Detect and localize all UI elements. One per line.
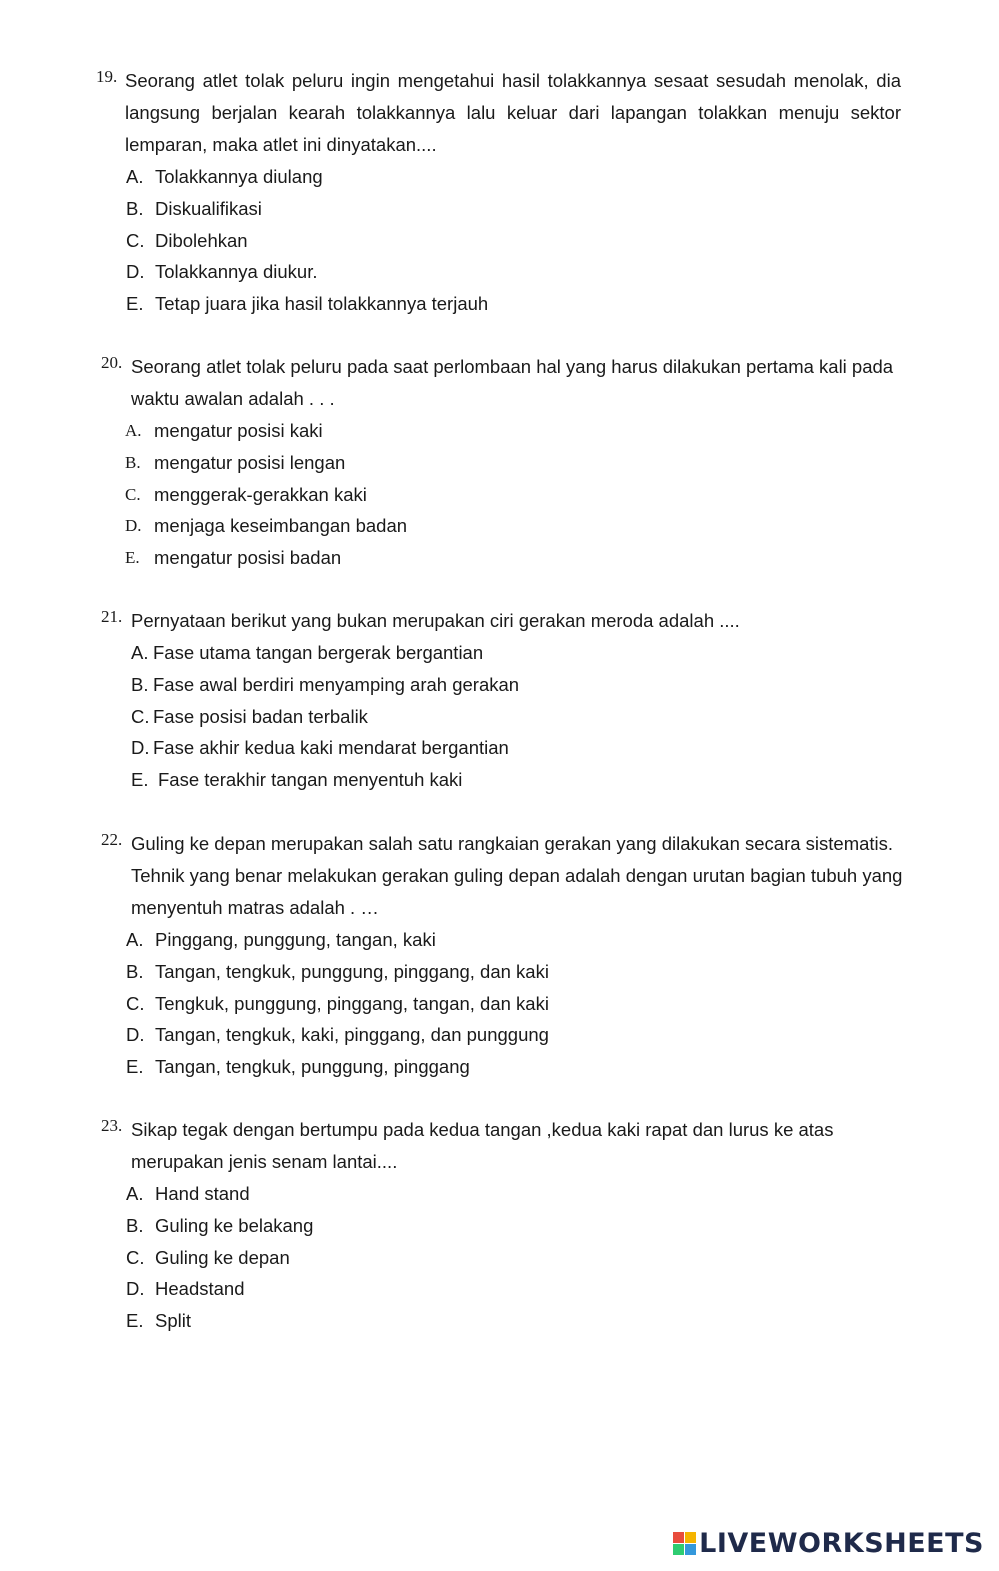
option-text: Fase awal berdiri menyamping arah gerakan — [153, 673, 520, 695]
option-d[interactable] — [0, 732, 999, 764]
option-text: Split — [155, 1310, 191, 1332]
option-list — [0, 415, 999, 574]
option-letter: D. — [126, 261, 145, 283]
question-22 — [0, 828, 999, 1083]
question-text: Seorang atlet tolak peluru ingin mengetahui hasil tolakkannya sesaat sesudah menolak, dia langsung berjalan kearah tolakkannya lalu keluar dari lapangan tolakkan menuju sektor lemparan, maka atlet ini dinyatakan.... — [125, 70, 901, 155]
question-number: 20. — [101, 353, 123, 372]
logo-text: LIVEWORKSHEETS — [699, 1527, 984, 1559]
option-letter: E. — [131, 769, 149, 791]
option-text: Diskualifikasi — [155, 197, 262, 219]
option-text: Guling ke depan — [155, 1246, 290, 1268]
question-header — [0, 605, 999, 637]
option-b[interactable] — [0, 956, 999, 988]
option-text: Tangan, tengkuk, punggung, pinggang, dan kaki — [155, 960, 549, 982]
option-a[interactable] — [0, 161, 999, 193]
option-d[interactable] — [0, 510, 999, 542]
question-text: Guling ke depan merupakan salah satu rangkaian gerakan yang dilakukan secara sistematis. Tehnik yang benar melakukan gerakan guling depan adalah dengan urutan bagian tubuh yang menyentuh matras adalah . … — [131, 833, 903, 918]
option-text: Fase posisi badan terbalik — [153, 705, 368, 727]
option-c[interactable] — [0, 225, 999, 257]
question-header — [0, 65, 999, 161]
option-text: Fase utama tangan bergerak bergantian — [153, 642, 484, 663]
option-letter: E. — [126, 1310, 144, 1332]
option-text: menjaga keseimbangan badan — [154, 515, 408, 537]
option-text: mengatur posisi badan — [154, 547, 342, 569]
option-text: Tengkuk, punggung, pinggang, tangan, dan kaki — [155, 992, 549, 1014]
option-text: Fase terakhir tangan menyentuh kaki — [158, 769, 463, 791]
option-b[interactable] — [0, 447, 999, 479]
option-a[interactable] — [0, 924, 999, 956]
option-text: menggerak-gerakkan kaki — [154, 483, 367, 505]
option-letter: C. — [131, 705, 150, 727]
option-d[interactable] — [0, 1273, 999, 1305]
option-letter: D. — [125, 516, 142, 536]
question-number: 23. — [101, 1116, 123, 1135]
option-letter: D. — [131, 737, 150, 759]
question-number: 19. — [96, 67, 118, 86]
option-letter: A. — [131, 642, 149, 663]
option-list — [0, 1178, 999, 1337]
question-text: Pernyataan berikut yang bukan merupakan ciri gerakan meroda adalah .... — [131, 610, 740, 631]
option-letter: D. — [126, 1024, 145, 1046]
option-letter: A. — [125, 421, 142, 440]
option-e[interactable] — [0, 542, 999, 574]
question-number: 22. — [101, 830, 123, 849]
question-19 — [0, 65, 999, 320]
option-b[interactable] — [0, 1210, 999, 1242]
option-a[interactable] — [0, 415, 999, 447]
option-letter: A. — [126, 1183, 144, 1204]
option-text: Tangan, tengkuk, punggung, pinggang — [155, 1056, 470, 1078]
option-text: Dibolehkan — [155, 229, 248, 251]
option-letter: C. — [126, 1246, 145, 1268]
liveworksheets-logo[interactable] — [673, 1526, 984, 1560]
option-letter: B. — [126, 960, 144, 982]
question-23 — [0, 1114, 999, 1337]
option-text: mengatur posisi lengan — [154, 451, 346, 473]
option-e[interactable] — [0, 1051, 999, 1083]
option-text: Fase akhir kedua kaki mendarat bergantian — [153, 737, 509, 759]
option-c[interactable] — [0, 1242, 999, 1274]
option-letter: E. — [125, 548, 140, 568]
question-header — [0, 351, 999, 415]
option-text: Tolakkannya diulang — [155, 166, 323, 187]
option-letter: E. — [126, 293, 144, 315]
question-text: Seorang atlet tolak peluru pada saat perlombaan hal yang harus dilakukan pertama kali pada waktu awalan adalah . . . — [131, 356, 894, 409]
option-text: Tetap juara jika hasil tolakkannya terjauh — [155, 293, 489, 315]
question-20 — [0, 351, 999, 574]
option-b[interactable] — [0, 669, 999, 701]
option-letter: D. — [126, 1278, 145, 1300]
option-text: Headstand — [155, 1278, 245, 1300]
option-c[interactable] — [0, 701, 999, 733]
option-c[interactable] — [0, 479, 999, 511]
option-letter: B. — [125, 452, 141, 472]
option-letter: B. — [126, 197, 144, 219]
option-a[interactable] — [0, 1178, 999, 1210]
option-letter: A. — [126, 166, 144, 187]
option-letter: A. — [126, 929, 144, 950]
option-c[interactable] — [0, 988, 999, 1020]
liveworksheets-logo-icon — [673, 1532, 696, 1555]
option-letter: C. — [126, 229, 145, 251]
option-e[interactable] — [0, 288, 999, 320]
question-number: 21. — [101, 607, 123, 626]
option-list — [0, 637, 999, 796]
option-text: Hand stand — [155, 1183, 250, 1204]
option-b[interactable] — [0, 193, 999, 225]
option-text: Tangan, tengkuk, kaki, pinggang, dan punggung — [155, 1024, 549, 1046]
option-text: Guling ke belakang — [155, 1214, 314, 1236]
option-list — [0, 161, 999, 320]
option-e[interactable] — [0, 1305, 999, 1337]
option-list — [0, 924, 999, 1083]
question-header — [0, 1114, 999, 1178]
option-letter: C. — [125, 484, 141, 504]
option-e[interactable] — [0, 764, 999, 796]
option-d[interactable] — [0, 1019, 999, 1051]
option-letter: B. — [126, 1214, 144, 1236]
question-21 — [0, 605, 999, 796]
option-letter: C. — [126, 992, 145, 1014]
option-letter: E. — [126, 1056, 144, 1078]
option-text: Tolakkannya diukur. — [155, 261, 318, 283]
option-d[interactable] — [0, 256, 999, 288]
option-letter: B. — [131, 673, 149, 695]
option-a[interactable] — [0, 637, 999, 669]
question-text: Sikap tegak dengan bertumpu pada kedua tangan ,kedua kaki rapat dan lurus ke atas merupakan jenis senam lantai.... — [131, 1119, 834, 1172]
option-text: mengatur posisi kaki — [154, 420, 323, 441]
option-text: Pinggang, punggung, tangan, kaki — [155, 929, 436, 950]
question-header — [0, 828, 999, 924]
